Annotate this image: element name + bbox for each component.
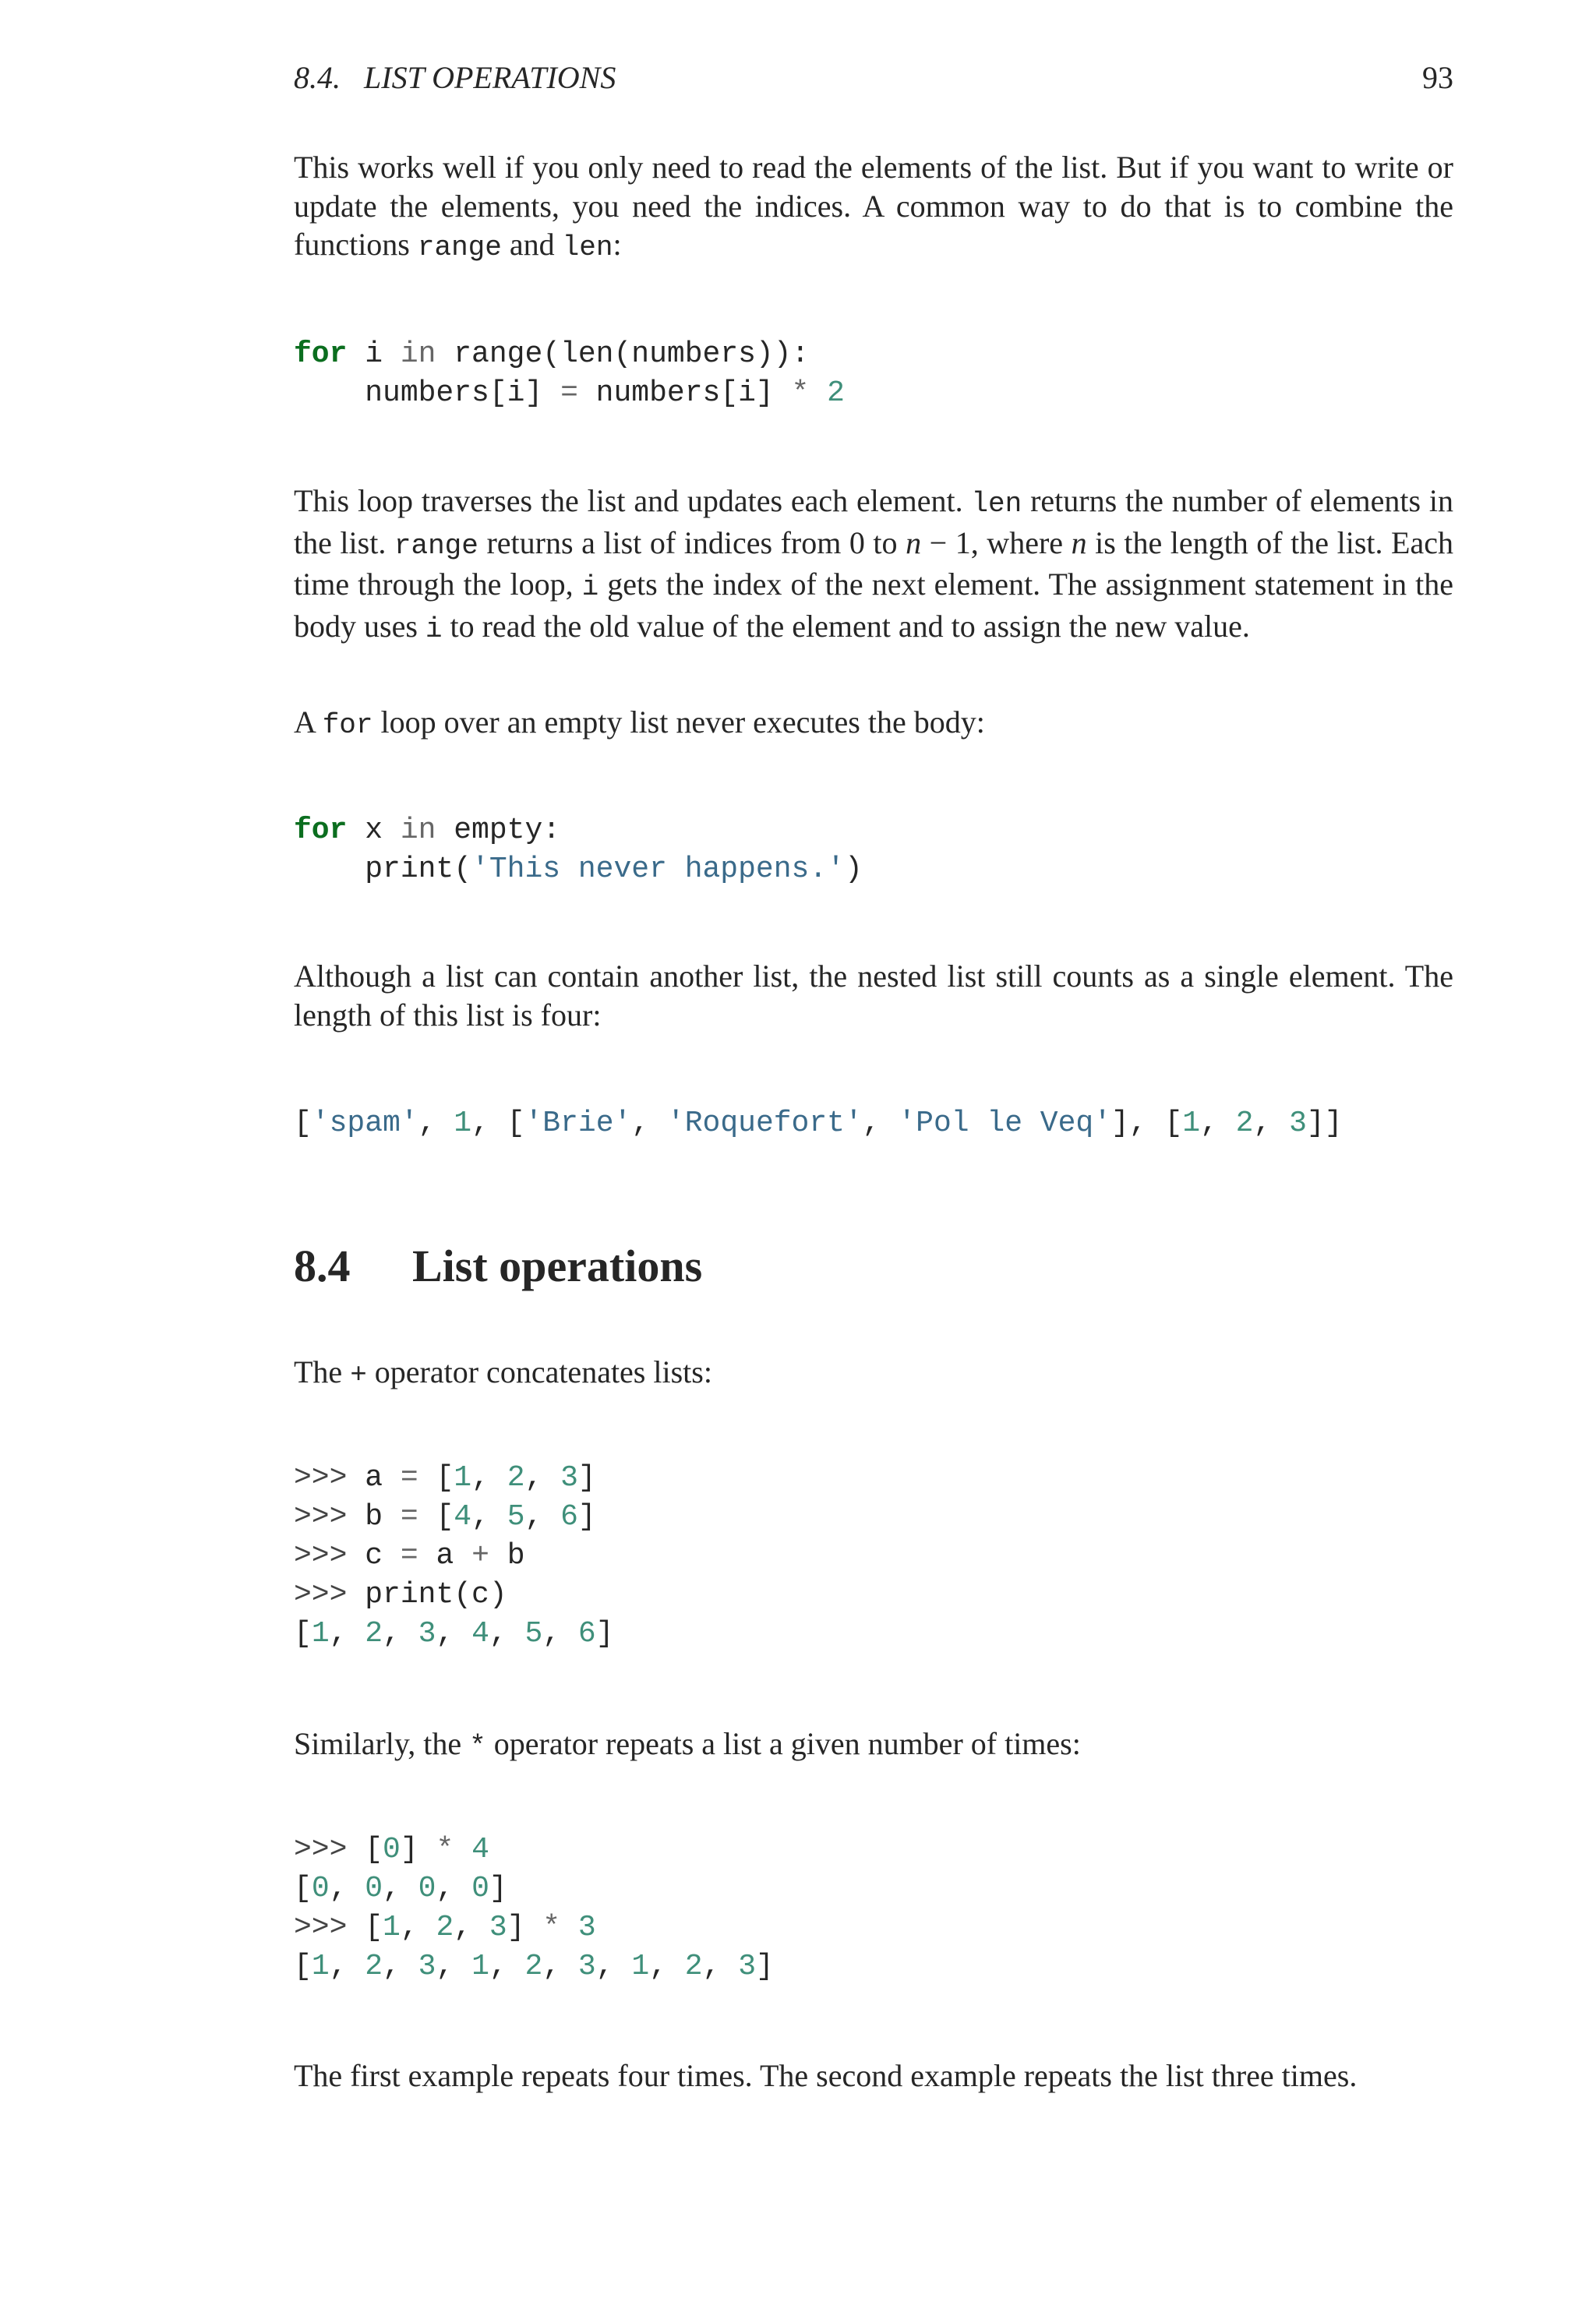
inline-code: range xyxy=(417,231,502,263)
page-number: 93 xyxy=(1422,60,1453,95)
code-block-concatenate: >>> a = [1, 2, 3] >>> b = [4, 5, 6] >>> c = a + b >>> print(c) [1, 2, 3, 4, 5, 6] xyxy=(294,1461,614,1651)
page-header xyxy=(294,56,1453,100)
section-number: 8.4 xyxy=(294,1241,351,1291)
running-head: 8.4. LIST OPERATIONS xyxy=(294,60,616,95)
code-block-range-loop: for i in range(len(numbers)): numbers[i] = numbers[i] * 2 xyxy=(294,337,845,410)
paragraph-empty-list: A for loop over an empty list never executes the body: xyxy=(294,704,985,741)
paragraph-loop-explanation: This loop traverses the list and updates each element. len returns the number of elements in the list. range returns a list of indices from 0 to n − 1, where n is the length of the list. Each time through the loop, i gets the index of the next element. The assignment statement in the body uses i to read the old value of the element and to assign the new value. xyxy=(294,483,1453,645)
code-block-empty-loop: for x in empty: print('This never happens.') xyxy=(294,814,863,886)
section-heading xyxy=(294,1235,702,1297)
inline-code: len xyxy=(562,231,613,263)
code-block-repeat: >>> [0] * 4 [0, 0, 0, 0] >>> [1, 2, 3] * 3 [1, 2, 3, 1, 2, 3, 1, 2, 3] xyxy=(294,1833,774,1983)
code-block-nested-list: ['spam', 1, ['Brie', 'Roquefort', 'Pol le Veq'], [1, 2, 3]] xyxy=(294,1107,1343,1140)
paragraph-concatenate: The + operator concatenates lists: xyxy=(294,1354,712,1391)
section-title: List operations xyxy=(412,1241,703,1291)
paragraph-nested-list: Although a list can contain another list, the nested list still counts as a single element. The length of this list is four: xyxy=(294,959,1453,1033)
paragraph-repeat: Similarly, the * operator repeats a list a given number of times: xyxy=(294,1726,1081,1763)
paragraph-conclusion: The first example repeats four times. The second example repeats the list three times. xyxy=(294,2058,1358,2093)
paragraph-indices: This works well if you only need to read the elements of the list. But if you want to write or update the elements, you need the indices. A common way to do that is to combine the functions range and len: xyxy=(294,150,1453,263)
